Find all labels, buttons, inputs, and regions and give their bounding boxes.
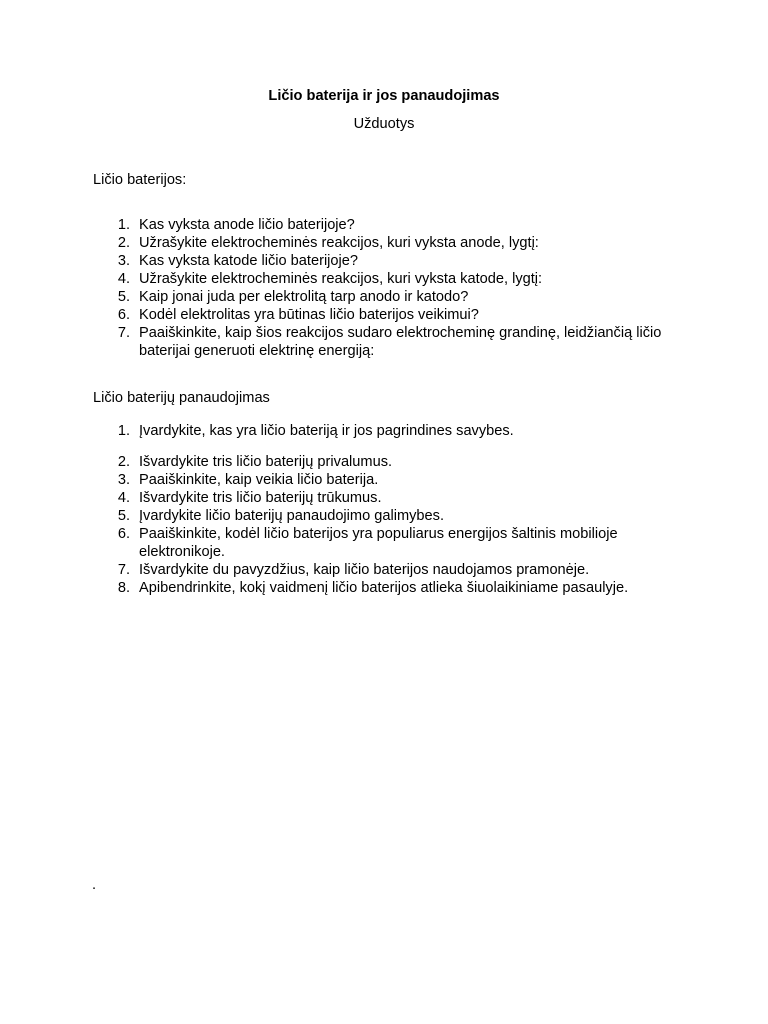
list-item-number: 1.	[117, 423, 130, 439]
list-item-text: Kas vyksta katode ličio baterijoje?	[139, 253, 359, 269]
list-item-text: Įvardykite, kas yra ličio bateriją ir jos pagrindines savybes.	[139, 423, 514, 439]
list-item	[93, 270, 693, 288]
list-item-number: 4.	[117, 271, 130, 287]
list-item-number: 7.	[117, 325, 130, 341]
list-item-number: 8.	[117, 580, 130, 596]
list-item-number: 3.	[117, 472, 130, 488]
list-item	[93, 561, 693, 579]
list-item	[93, 324, 693, 360]
list-item	[93, 252, 693, 270]
list-item-text: Paaiškinkite, kaip veikia ličio baterija.	[139, 472, 379, 488]
page-subtitle: Užduotys	[353, 116, 415, 132]
list-item	[93, 453, 693, 471]
questions-list-batteries	[93, 216, 693, 360]
list-item-number: 2.	[117, 235, 130, 251]
list-item-text: Išvardykite du pavyzdžius, kaip ličio baterijos naudojamos pramonėje.	[139, 562, 590, 578]
section-heading-lithium-batteries: Ličio baterijos:	[93, 172, 187, 188]
page-title: Ličio baterija ir jos panaudojimas	[268, 88, 500, 104]
list-item-text: Užrašykite elektrocheminės reakcijos, kuri vyksta katode, lygtį:	[139, 271, 543, 287]
list-item-text: Kaip jonai juda per elektrolitą tarp anodo ir katodo?	[139, 289, 469, 305]
list-item-text: Paaiškinkite, kodėl ličio baterijos yra populiarus energijos šaltinis mobilioje elektronikoje.	[139, 526, 618, 560]
footer-mark: .	[92, 877, 97, 893]
list-item	[93, 306, 693, 324]
list-item	[93, 525, 693, 561]
list-item	[93, 234, 693, 252]
list-item-number: 2.	[117, 454, 130, 470]
list-item	[93, 579, 693, 597]
list-item-number: 5.	[117, 289, 130, 305]
list-item	[93, 216, 693, 234]
list-item-text: Paaiškinkite, kaip šios reakcijos sudaro elektrocheminę grandinę, leidžiančią ličio baterijai generuoti elektrinę energiją:	[139, 325, 662, 359]
questions-list-uses	[93, 422, 693, 597]
list-item-number: 7.	[117, 562, 130, 578]
list-item-text: Išvardykite tris ličio baterijų privalumus.	[139, 454, 393, 470]
list-item	[93, 471, 693, 489]
list-item-number: 3.	[117, 253, 130, 269]
list-item-text: Kodėl elektrolitas yra būtinas ličio baterijos veikimui?	[139, 307, 479, 323]
list-item-text: Įvardykite ličio baterijų panaudojimo galimybes.	[139, 508, 445, 524]
list-item-number: 6.	[117, 307, 130, 323]
list-item	[93, 288, 693, 306]
list-item-number: 1.	[117, 217, 130, 233]
list-item-text: Išvardykite tris ličio baterijų trūkumus.	[139, 490, 382, 506]
list-item	[93, 489, 693, 507]
section-heading-battery-uses: Ličio baterijų panaudojimas	[93, 390, 270, 406]
list-item-number: 5.	[117, 508, 130, 524]
list-item-text: Apibendrinkite, kokį vaidmenį ličio baterijos atlieka šiuolaikiniame pasaulyje.	[139, 580, 629, 596]
list-item-number: 4.	[117, 490, 130, 506]
list-item	[93, 507, 693, 525]
list-item-text: Užrašykite elektrocheminės reakcijos, kuri vyksta anode, lygtį:	[139, 235, 539, 251]
list-item	[93, 422, 693, 440]
list-item-text: Kas vyksta anode ličio baterijoje?	[139, 217, 355, 233]
list-item-number: 6.	[117, 526, 130, 542]
